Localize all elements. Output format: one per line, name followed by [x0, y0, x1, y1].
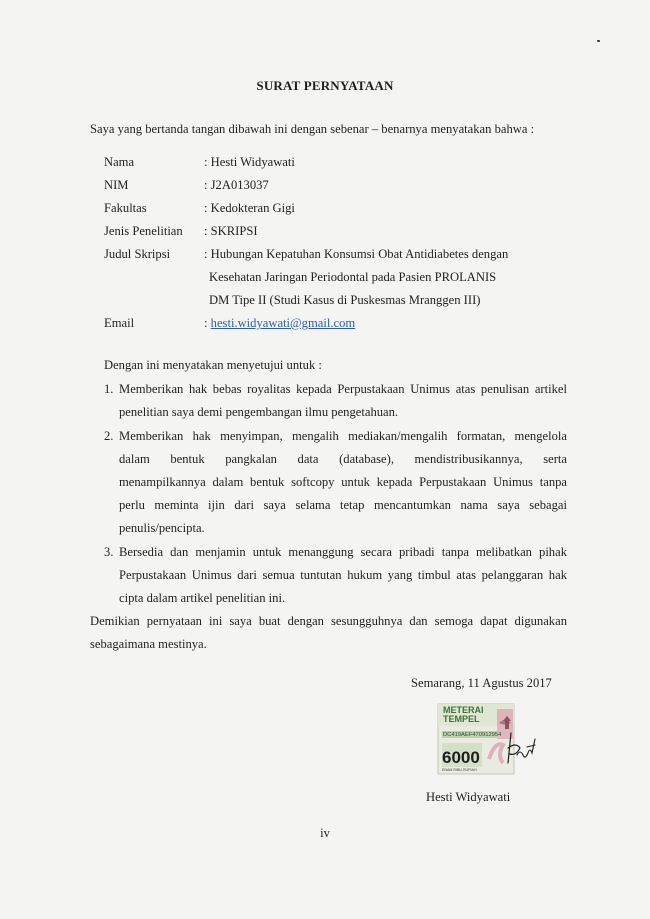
field-label: Judul Skripsi	[104, 247, 171, 261]
field-value: : J2A013037	[204, 178, 269, 192]
list-item-line: cipta dalam artikel penelitian ini.	[119, 591, 286, 605]
ink-speck	[597, 40, 600, 42]
page-number: iv	[320, 826, 330, 840]
revenue-stamp	[437, 703, 537, 777]
stamp-serial: DC419AEF470912954	[443, 732, 502, 738]
email-colon: :	[204, 316, 208, 330]
place-date: Semarang, 11 Agustus 2017	[411, 676, 552, 690]
stamp-subtitle: ENAM RIBU RUPIAH	[442, 768, 477, 772]
field-value: : Hubungan Kepatuhan Konsumsi Obat Antidiabetes dengan	[204, 247, 509, 261]
list-item-line: Memberikan hak menyimpan, mengalih mediakan/mengalih formatan, mengelola	[119, 429, 567, 443]
signer-name: Hesti Widyawati	[426, 790, 511, 804]
stamp-line2: TEMPEL	[443, 714, 480, 724]
list-item-line: menampilkannya dalam bentuk softcopy untuk kepada Perpustakaan Unimus tanpa	[119, 475, 567, 489]
stamp-line1: METERAI	[443, 705, 484, 715]
document-title: SURAT PERNYATAAN	[256, 78, 394, 93]
field-value: : Hesti Widyawati	[204, 155, 295, 169]
list-item-line: perlu meminta ijin dari saya selama tetap mencantumkan nama saya sebagai	[119, 498, 567, 512]
field-label: Email	[104, 316, 135, 330]
field-label: Nama	[104, 155, 135, 169]
field-label: Jenis Penelitian	[104, 224, 183, 238]
list-item-line: penulis/pencipta.	[119, 521, 205, 535]
email-link[interactable]: hesti.widyawati@gmail.com	[210, 316, 356, 330]
agreement-lead: Dengan ini menyatakan menyetujui untuk :	[104, 358, 322, 372]
intro-text: Saya yang bertanda tangan dibawah ini dengan sebenar – benarnya menyatakan bahwa :	[90, 122, 535, 136]
field-label: NIM	[104, 178, 129, 192]
field-value: : Kedokteran Gigi	[204, 201, 295, 215]
judul-continuation-line: Kesehatan Jaringan Periodontal pada Pasien PROLANIS	[209, 270, 497, 284]
judul-continuation-line: DM Tipe II (Studi Kasus di Puskesmas Mranggen III)	[209, 293, 481, 307]
list-item-number: 1.	[104, 382, 114, 396]
list-item-line: penelitian saya demi pengembangan ilmu pengetahuan.	[119, 405, 399, 419]
list-item-line: Bersedia dan menjamin untuk menanggung secara pribadi tanpa melibatkan pihak	[119, 545, 567, 559]
list-item-line: dalam bentuk pangkalan data (database), mendistribusikannya, serta	[119, 452, 567, 466]
list-item-number: 3.	[104, 545, 114, 559]
field-value: : SKRIPSI	[204, 224, 258, 238]
closing-line: Demikian pernyataan ini saya buat dengan sesungguhnya dan semoga dapat digunakan	[90, 614, 567, 628]
closing-line: sebagaimana mestinya.	[90, 637, 207, 651]
list-item-line: Memberikan hak bebas royalitas kepada Perpustakaan Unimus atas penulisan artikel	[119, 382, 567, 396]
field-label: Fakultas	[104, 201, 147, 215]
list-item-number: 2.	[104, 429, 114, 443]
stamp-amount: 6000	[442, 748, 480, 767]
list-item-line: Perpustakaan Unimus dari semua tuntutan hukum yang timbul atas pelanggaran hak	[119, 568, 567, 582]
email-value	[204, 316, 355, 331]
